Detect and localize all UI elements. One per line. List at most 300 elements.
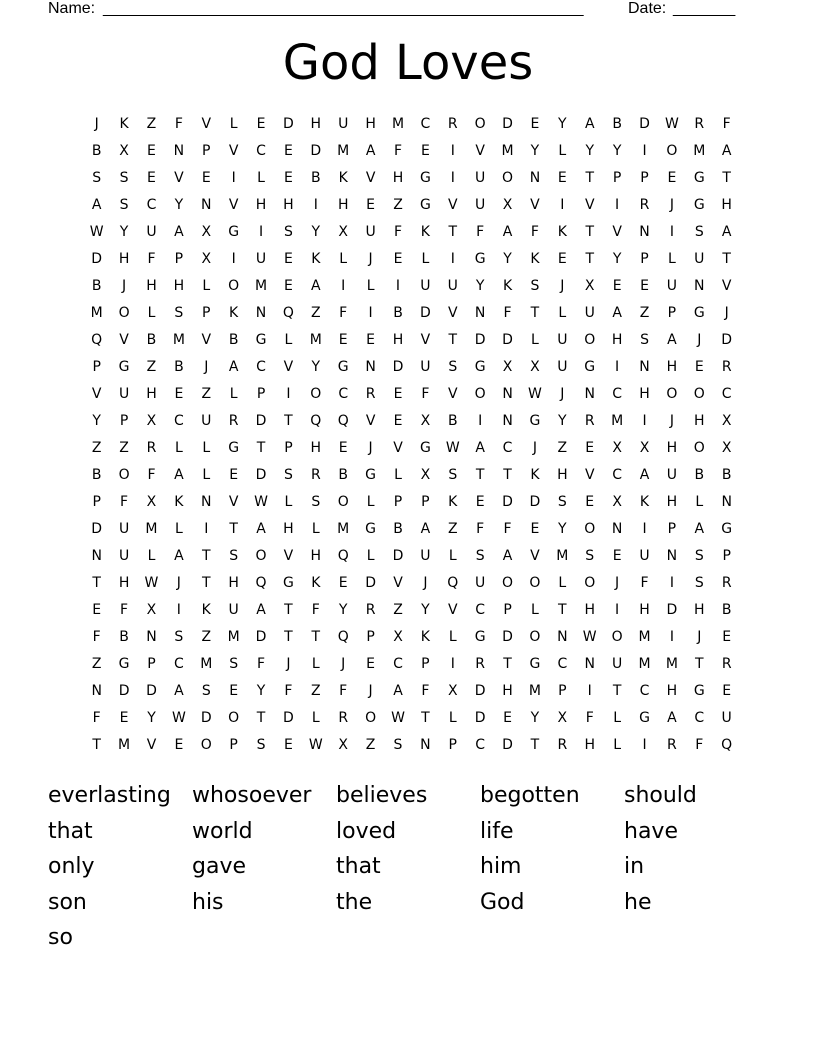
grid-letter: U bbox=[201, 413, 212, 429]
grid-letter: A bbox=[174, 224, 184, 240]
grid-letter: B bbox=[338, 467, 349, 483]
grid-letter: G bbox=[419, 197, 431, 213]
grid-letter: L bbox=[147, 305, 156, 321]
grid-letter: I bbox=[450, 143, 455, 159]
grid-letter: H bbox=[118, 575, 130, 591]
grid-letter: C bbox=[256, 143, 266, 159]
grid-letter: U bbox=[475, 170, 486, 186]
grid-letter: P bbox=[640, 170, 649, 186]
grid-letter: D bbox=[310, 143, 322, 159]
grid-letter: G bbox=[474, 251, 486, 267]
grid-letter: X bbox=[420, 413, 431, 429]
grid-letter: I bbox=[478, 413, 483, 429]
grid-letter: H bbox=[392, 332, 404, 348]
grid-letter: B bbox=[393, 305, 403, 321]
grid-letter: L bbox=[229, 116, 238, 132]
grid-letter: T bbox=[503, 467, 512, 483]
grid-letter: T bbox=[530, 737, 540, 753]
grid-row bbox=[83, 570, 740, 597]
grid-letter: Y bbox=[174, 197, 184, 213]
grid-letter: S bbox=[640, 332, 649, 348]
grid-letter: L bbox=[147, 548, 156, 564]
grid-row bbox=[83, 435, 740, 462]
grid-letter: A bbox=[639, 467, 650, 483]
grid-letter: X bbox=[721, 413, 732, 429]
grid-letter: E bbox=[420, 143, 430, 159]
grid-letter: G bbox=[228, 440, 240, 456]
grid-letter: P bbox=[174, 251, 184, 267]
grid-letter: Q bbox=[337, 629, 349, 645]
grid-letter: P bbox=[421, 656, 430, 672]
grid-letter: I bbox=[642, 521, 647, 537]
grid-letter: K bbox=[420, 629, 430, 645]
grid-letter: O bbox=[502, 170, 514, 186]
grid-letter: U bbox=[584, 305, 595, 321]
grid-letter: T bbox=[229, 521, 238, 537]
grid-letter: V bbox=[447, 386, 458, 402]
grid-letter: R bbox=[584, 413, 595, 429]
grid-letter: Q bbox=[310, 413, 322, 429]
grid-letter: Z bbox=[201, 629, 212, 645]
grid-letter: R bbox=[475, 656, 486, 672]
grid-letter: L bbox=[421, 251, 430, 267]
grid-letter: X bbox=[612, 494, 622, 510]
grid-letter: C bbox=[173, 656, 184, 672]
grid-letter: T bbox=[475, 467, 485, 483]
grid-letter: C bbox=[475, 602, 486, 618]
grid-letter: I bbox=[450, 251, 455, 267]
grid-letter: P bbox=[92, 494, 101, 510]
grid-letter: E bbox=[284, 278, 293, 294]
grid-letter: U bbox=[666, 467, 678, 483]
grid-letter: O bbox=[474, 116, 486, 132]
word-bank-item: world bbox=[192, 818, 253, 844]
grid-letter: Y bbox=[612, 251, 622, 267]
grid-letter: J bbox=[669, 197, 674, 213]
grid-letter: L bbox=[257, 170, 265, 186]
grid-letter: M bbox=[337, 521, 350, 537]
grid-letter: O bbox=[200, 737, 212, 753]
grid-letter: F bbox=[339, 305, 348, 321]
word-bank-item: in bbox=[624, 854, 645, 879]
grid-row bbox=[83, 192, 740, 219]
grid-letter: P bbox=[202, 143, 211, 159]
grid-letter: M bbox=[118, 737, 131, 753]
grid-letter: S bbox=[229, 656, 239, 672]
grid-letter: F bbox=[120, 602, 129, 618]
grid-letter: T bbox=[284, 413, 293, 429]
grid-letter: H bbox=[310, 440, 322, 456]
grid-letter: X bbox=[721, 440, 732, 456]
grid-letter: I bbox=[258, 224, 264, 240]
grid-letter: H bbox=[721, 197, 732, 213]
grid-letter: R bbox=[447, 116, 458, 132]
grid-letter: N bbox=[91, 548, 102, 564]
grid-letter: U bbox=[639, 548, 650, 564]
grid-letter: C bbox=[612, 386, 622, 402]
word-bank-item: son bbox=[48, 889, 87, 915]
grid-letter: L bbox=[448, 710, 457, 726]
grid-letter: W bbox=[144, 575, 159, 591]
grid-letter: C bbox=[694, 710, 705, 726]
grid-letter: K bbox=[502, 278, 513, 294]
grid-letter: V bbox=[447, 305, 458, 321]
grid-letter: L bbox=[613, 737, 622, 753]
grid-letter: D bbox=[118, 683, 130, 699]
grid-letter: U bbox=[118, 386, 130, 402]
grid-letter: W bbox=[445, 440, 460, 456]
grid-letter: U bbox=[255, 251, 267, 267]
grid-letter: I bbox=[615, 602, 620, 618]
word-bank bbox=[48, 779, 768, 957]
grid-letter: M bbox=[227, 629, 240, 645]
grid-letter: S bbox=[530, 278, 540, 294]
grid-letter: V bbox=[201, 116, 212, 132]
grid-letter: L bbox=[311, 710, 320, 726]
grid-letter: H bbox=[255, 197, 267, 213]
grid-letter: E bbox=[147, 170, 156, 186]
grid-letter: V bbox=[447, 197, 458, 213]
grid-letter: T bbox=[722, 251, 731, 267]
word-bank-item: loved bbox=[336, 818, 397, 844]
grid-letter: G bbox=[419, 440, 431, 456]
grid-letter: V bbox=[228, 143, 239, 159]
grid-row bbox=[83, 381, 740, 408]
grid-letter: E bbox=[366, 197, 376, 213]
grid-letter: V bbox=[283, 548, 294, 564]
grid-letter: S bbox=[283, 224, 293, 240]
grid-row bbox=[83, 516, 740, 543]
grid-letter: N bbox=[694, 278, 705, 294]
grid-letter: F bbox=[393, 143, 403, 159]
grid-letter: I bbox=[176, 602, 181, 618]
grid-letter: E bbox=[585, 494, 595, 510]
grid-letter: D bbox=[502, 116, 513, 132]
grid-letter: Y bbox=[558, 413, 567, 429]
grid-letter: V bbox=[365, 413, 376, 429]
grid-letter: S bbox=[475, 548, 485, 564]
grid-letter: B bbox=[146, 332, 157, 348]
grid-letter: F bbox=[421, 683, 430, 699]
grid-letter: C bbox=[256, 359, 266, 375]
grid-letter: V bbox=[146, 737, 157, 753]
grid-letter: Z bbox=[119, 440, 129, 456]
grid-letter: E bbox=[284, 737, 293, 753]
grid-letter: L bbox=[667, 251, 676, 267]
grid-letter: D bbox=[365, 575, 376, 591]
grid-letter: Z bbox=[447, 521, 458, 537]
grid-letter: J bbox=[669, 413, 674, 429]
grid-letter: X bbox=[201, 224, 212, 240]
grid-letter: S bbox=[694, 224, 704, 240]
grid-letter: R bbox=[365, 602, 376, 618]
grid-letter: W bbox=[171, 710, 186, 726]
grid-row bbox=[83, 138, 740, 165]
grid-letter: H bbox=[502, 683, 513, 699]
grid-letter: S bbox=[174, 305, 184, 321]
grid-letter: L bbox=[558, 305, 567, 321]
grid-letter: E bbox=[393, 386, 403, 402]
grid-letter: N bbox=[474, 305, 486, 321]
grid-letter: A bbox=[420, 521, 431, 537]
grid-letter: C bbox=[338, 386, 349, 402]
grid-letter: C bbox=[146, 197, 157, 213]
grid-letter: A bbox=[174, 548, 184, 564]
grid-letter: O bbox=[584, 521, 596, 537]
grid-letter: E bbox=[366, 332, 376, 348]
grid-letter: K bbox=[311, 575, 321, 591]
grid-letter: V bbox=[91, 386, 102, 402]
grid-letter: I bbox=[204, 521, 209, 537]
grid-letter: N bbox=[255, 305, 267, 321]
grid-letter: K bbox=[201, 602, 211, 618]
grid-letter: U bbox=[420, 548, 431, 564]
grid-letter: M bbox=[528, 683, 541, 699]
grid-letter: N bbox=[584, 656, 595, 672]
grid-letter: C bbox=[475, 737, 486, 753]
grid-letter: D bbox=[283, 710, 294, 726]
date-label: Date: bbox=[628, 0, 667, 17]
grid-letter: B bbox=[91, 467, 102, 483]
grid-letter: W bbox=[308, 737, 323, 753]
grid-letter: V bbox=[475, 143, 485, 159]
grid-letter: I bbox=[642, 737, 647, 753]
word-bank-item: his bbox=[192, 889, 224, 915]
grid-letter: M bbox=[309, 332, 322, 348]
grid-letter: R bbox=[639, 197, 650, 213]
grid-row bbox=[83, 462, 740, 489]
grid-letter: M bbox=[145, 521, 158, 537]
grid-letter: J bbox=[368, 683, 373, 699]
grid-letter: G bbox=[283, 575, 294, 591]
grid-letter: P bbox=[640, 251, 649, 267]
grid-letter: X bbox=[393, 629, 403, 645]
grid-letter: V bbox=[393, 575, 403, 591]
grid-letter: I bbox=[560, 197, 565, 213]
grid-letter: G bbox=[584, 359, 596, 375]
grid-letter: F bbox=[640, 575, 649, 591]
grid-letter: H bbox=[392, 170, 404, 186]
grid-letter: E bbox=[147, 143, 156, 159]
grid-letter: D bbox=[502, 332, 513, 348]
grid-letter: J bbox=[423, 575, 428, 591]
grid-letter: P bbox=[448, 737, 457, 753]
date-field-line: _______ bbox=[673, 0, 736, 17]
grid-letter: N bbox=[502, 413, 513, 429]
grid-row bbox=[83, 219, 740, 246]
grid-letter: G bbox=[474, 629, 486, 645]
grid-letter: V bbox=[228, 494, 239, 510]
grid-letter: E bbox=[585, 440, 595, 456]
grid-letter: R bbox=[557, 737, 568, 753]
grid-letter: K bbox=[639, 494, 650, 510]
grid-letter: G bbox=[419, 170, 431, 186]
grid-letter: K bbox=[229, 305, 239, 321]
word-bank-item: gave bbox=[192, 854, 247, 879]
grid-letter: O bbox=[584, 575, 596, 591]
grid-letter: Z bbox=[91, 440, 102, 456]
grid-letter: B bbox=[91, 143, 102, 159]
grid-letter: D bbox=[639, 116, 650, 132]
grid-letter: Z bbox=[201, 386, 212, 402]
grid-letter: X bbox=[146, 413, 157, 429]
grid-letter: I bbox=[615, 359, 620, 375]
grid-letter: E bbox=[174, 737, 184, 753]
grid-letter: C bbox=[721, 386, 732, 402]
grid-letter: O bbox=[255, 548, 267, 564]
grid-letter: A bbox=[91, 197, 102, 213]
grid-row bbox=[83, 732, 740, 759]
grid-letter: T bbox=[201, 575, 211, 591]
grid-letter: R bbox=[365, 386, 376, 402]
grid-letter: Y bbox=[119, 224, 129, 240]
word-bank-item: God bbox=[480, 889, 525, 915]
grid-letter: N bbox=[365, 359, 376, 375]
grid-letter: C bbox=[639, 683, 650, 699]
grid-letter: I bbox=[313, 197, 318, 213]
grid-letter: F bbox=[92, 710, 101, 726]
grid-letter: Y bbox=[558, 521, 567, 537]
grid-letter: T bbox=[530, 305, 540, 321]
grid-letter: K bbox=[420, 224, 430, 240]
grid-letter: W bbox=[528, 386, 542, 402]
grid-letter: B bbox=[447, 413, 458, 429]
grid-letter: O bbox=[693, 386, 705, 402]
grid-row bbox=[83, 300, 740, 327]
grid-letter: A bbox=[311, 278, 321, 294]
grid-letter: C bbox=[393, 656, 403, 672]
grid-letter: F bbox=[585, 710, 594, 726]
grid-letter: X bbox=[201, 251, 212, 267]
grid-letter: H bbox=[611, 332, 623, 348]
grid-letter: E bbox=[338, 575, 348, 591]
name-label: Name: bbox=[48, 0, 96, 17]
grid-letter: G bbox=[529, 413, 541, 429]
grid-letter: E bbox=[92, 602, 102, 618]
grid-letter: L bbox=[311, 656, 320, 672]
grid-letter: M bbox=[254, 278, 268, 294]
grid-letter: L bbox=[366, 278, 375, 294]
grid-letter: U bbox=[420, 359, 431, 375]
grid-letter: Q bbox=[337, 548, 349, 564]
grid-letter: U bbox=[146, 224, 157, 240]
grid-letter: E bbox=[557, 170, 567, 186]
grid-letter: H bbox=[228, 575, 239, 591]
grid-letter: F bbox=[722, 116, 731, 132]
grid-letter: U bbox=[557, 332, 568, 348]
grid-letter: F bbox=[147, 251, 156, 267]
grid-letter: H bbox=[666, 683, 678, 699]
grid-letter: G bbox=[255, 332, 267, 348]
grid-letter: Y bbox=[338, 602, 348, 618]
grid-letter: H bbox=[146, 278, 157, 294]
grid-letter: X bbox=[119, 143, 129, 159]
grid-letter: O bbox=[611, 629, 623, 645]
grid-letter: Q bbox=[282, 305, 294, 321]
grid-letter: Y bbox=[92, 413, 101, 429]
grid-letter: D bbox=[419, 305, 431, 321]
grid-letter: L bbox=[558, 575, 567, 591]
grid-letter: C bbox=[420, 116, 431, 132]
grid-letter: H bbox=[666, 494, 678, 510]
grid-row bbox=[83, 489, 740, 516]
grid-letter: G bbox=[529, 656, 541, 672]
grid-letter: Y bbox=[558, 116, 567, 132]
grid-letter: V bbox=[721, 278, 732, 294]
grid-letter: D bbox=[255, 467, 267, 483]
grid-letter: E bbox=[612, 548, 622, 564]
grid-letter: A bbox=[721, 143, 732, 159]
name-field-line: ______________________________________________________ bbox=[103, 0, 584, 17]
grid-letter: B bbox=[311, 170, 321, 186]
grid-letter: N bbox=[666, 548, 678, 564]
grid-letter: I bbox=[615, 197, 620, 213]
grid-row bbox=[83, 597, 740, 624]
grid-letter: S bbox=[557, 494, 567, 510]
grid-letter: A bbox=[256, 602, 266, 618]
grid-letter: O bbox=[337, 494, 349, 510]
grid-letter: P bbox=[147, 656, 156, 672]
grid-letter: T bbox=[585, 251, 594, 267]
word-bank-item: believes bbox=[336, 783, 428, 808]
grid-letter: D bbox=[502, 737, 513, 753]
grid-letter: E bbox=[284, 251, 293, 267]
grid-letter: T bbox=[722, 170, 731, 186]
grid-letter: E bbox=[475, 494, 485, 510]
grid-letter: M bbox=[90, 305, 103, 321]
grid-letter: F bbox=[476, 224, 485, 240]
grid-letter: A bbox=[365, 143, 376, 159]
grid-letter: J bbox=[615, 575, 620, 591]
grid-letter: E bbox=[667, 170, 677, 186]
grid-letter: N bbox=[721, 494, 732, 510]
grid-row bbox=[83, 678, 740, 705]
grid-letter: V bbox=[612, 224, 622, 240]
word-bank-item: him bbox=[480, 854, 522, 879]
grid-letter: R bbox=[338, 710, 349, 726]
grid-letter: U bbox=[694, 251, 705, 267]
grid-letter: E bbox=[229, 467, 239, 483]
grid-letter: U bbox=[666, 278, 678, 294]
grid-letter: L bbox=[174, 440, 183, 456]
grid-letter: L bbox=[174, 521, 183, 537]
grid-letter: W bbox=[391, 710, 405, 726]
grid-letter: F bbox=[339, 683, 348, 699]
grid-letter: M bbox=[611, 413, 624, 429]
grid-letter: E bbox=[393, 251, 403, 267]
grid-letter: E bbox=[694, 359, 704, 375]
grid-letter: H bbox=[118, 251, 130, 267]
grid-letter: E bbox=[174, 386, 184, 402]
word-bank-item: that bbox=[336, 854, 381, 879]
grid-letter: T bbox=[284, 629, 293, 645]
grid-letter: S bbox=[119, 170, 129, 186]
grid-letter: U bbox=[118, 521, 130, 537]
grid-letter: O bbox=[228, 710, 240, 726]
grid-letter: D bbox=[666, 602, 678, 618]
grid-letter: K bbox=[119, 116, 129, 132]
grid-letter: X bbox=[557, 710, 568, 726]
grid-letter: G bbox=[365, 521, 377, 537]
grid-row bbox=[83, 651, 740, 678]
grid-letter: V bbox=[228, 197, 239, 213]
grid-letter: G bbox=[693, 305, 705, 321]
grid-letter: G bbox=[337, 359, 349, 375]
grid-letter: N bbox=[639, 224, 650, 240]
grid-letter: N bbox=[201, 494, 212, 510]
grid-letter: F bbox=[695, 737, 704, 753]
grid-letter: I bbox=[642, 413, 647, 429]
